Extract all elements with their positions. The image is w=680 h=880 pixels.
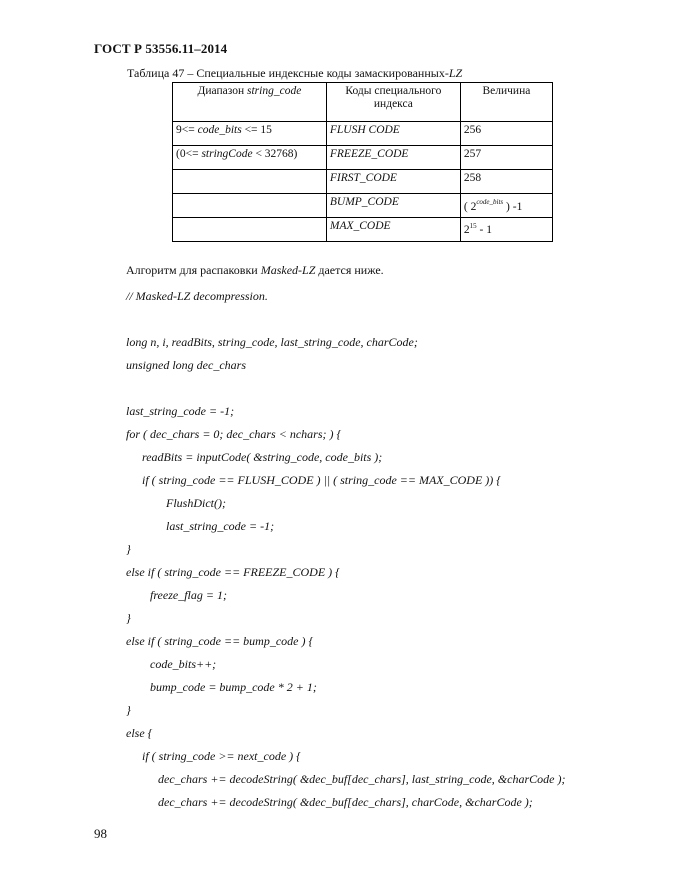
code-line: } <box>126 703 131 717</box>
cell-code: FLUSH CODE <box>326 122 460 146</box>
caption-text: Таблица 47 – Специальные индексные коды замаскированных- <box>127 66 449 80</box>
caption-em: LZ <box>448 66 463 80</box>
table-row <box>173 194 553 218</box>
code-line: unsigned long dec_chars <box>126 358 246 372</box>
code-line: long n, i, readBits, string_code, last_string_code, charCode; <box>126 335 418 349</box>
range-part: < 32768) <box>252 148 298 160</box>
range-part: 9<= <box>176 124 198 136</box>
special-codes-table <box>172 82 553 242</box>
code-line: last_string_code = -1; <box>126 404 235 418</box>
table-row <box>173 170 553 194</box>
table-caption <box>127 66 462 81</box>
code-line: else if ( string_code == bump_code ) { <box>126 634 314 648</box>
cell-code: FREEZE_CODE <box>326 146 460 170</box>
cell-code: FIRST_CODE <box>326 170 460 194</box>
cell-range <box>173 122 327 146</box>
cell-code: BUMP_CODE <box>326 194 460 218</box>
intro-text: Алгоритм для распаковки <box>126 263 261 277</box>
table-row <box>173 218 553 242</box>
cell-value: 257 <box>460 146 552 170</box>
value-exponent: code_bits <box>476 198 504 206</box>
code-line: dec_chars += decodeString( &dec_buf[dec_chars], last_string_code, &charCode ); <box>158 772 566 786</box>
code-line: readBits = inputCode( &string_code, code_bits ); <box>142 450 383 464</box>
code-line: else { <box>126 726 153 740</box>
code-line: for ( dec_chars = 0; dec_chars < nchars; ) { <box>126 427 342 441</box>
range-part: (0<= <box>176 148 202 160</box>
value-tail: - 1 <box>476 224 492 236</box>
value-base: 2 <box>463 224 470 236</box>
intro-text: дается ниже. <box>315 263 384 277</box>
document-header: ГОСТ Р 53556.11–2014 <box>94 41 228 56</box>
code-line: dec_chars += decodeString( &dec_buf[dec_chars], charCode, &charCode ); <box>158 795 533 809</box>
code-line: code_bits++; <box>150 657 217 671</box>
code-line: freeze_flag = 1; <box>150 588 227 602</box>
table-row <box>173 122 553 146</box>
header-range-text: Диапазон <box>197 85 248 97</box>
cell-code: MAX_CODE <box>326 218 460 242</box>
table-header-row <box>173 83 553 122</box>
code-line: } <box>126 542 131 556</box>
code-line: bump_code = bump_code * 2 + 1; <box>150 680 317 694</box>
code-line: else if ( string_code == FREEZE_CODE ) { <box>126 565 340 579</box>
header-value: Величина <box>460 83 552 122</box>
value-exponent: 15 <box>469 222 477 230</box>
code-line: FlushDict(); <box>166 496 226 510</box>
intro-paragraph <box>126 263 384 278</box>
cell-range <box>173 194 327 218</box>
value-base: ( 2 <box>463 201 477 213</box>
cell-value <box>460 218 552 242</box>
cell-value: 256 <box>460 122 552 146</box>
code-line: if ( string_code == FLUSH_CODE ) || ( string_code == MAX_CODE )) { <box>142 473 502 487</box>
header-codes: Коды специального индекса <box>326 83 460 122</box>
code-line: if ( string_code >= next_code ) { <box>142 749 301 763</box>
range-var: stringCode <box>201 148 253 160</box>
cell-range <box>173 218 327 242</box>
code-line: last_string_code = -1; <box>166 519 275 533</box>
range-var: code_bits <box>197 124 242 136</box>
intro-em: Masked-LZ <box>260 263 316 277</box>
page-number: 98 <box>94 826 107 841</box>
cell-range <box>173 146 327 170</box>
cell-value <box>460 194 552 218</box>
range-part: <= 15 <box>241 124 272 136</box>
code-line: } <box>126 611 131 625</box>
code-line: // Masked-LZ decompression. <box>126 289 268 303</box>
cell-value: 258 <box>460 170 552 194</box>
table-row <box>173 146 553 170</box>
value-tail: ) -1 <box>503 201 523 213</box>
header-range-em: string_code <box>247 85 302 97</box>
cell-range <box>173 170 327 194</box>
header-range <box>173 83 327 122</box>
